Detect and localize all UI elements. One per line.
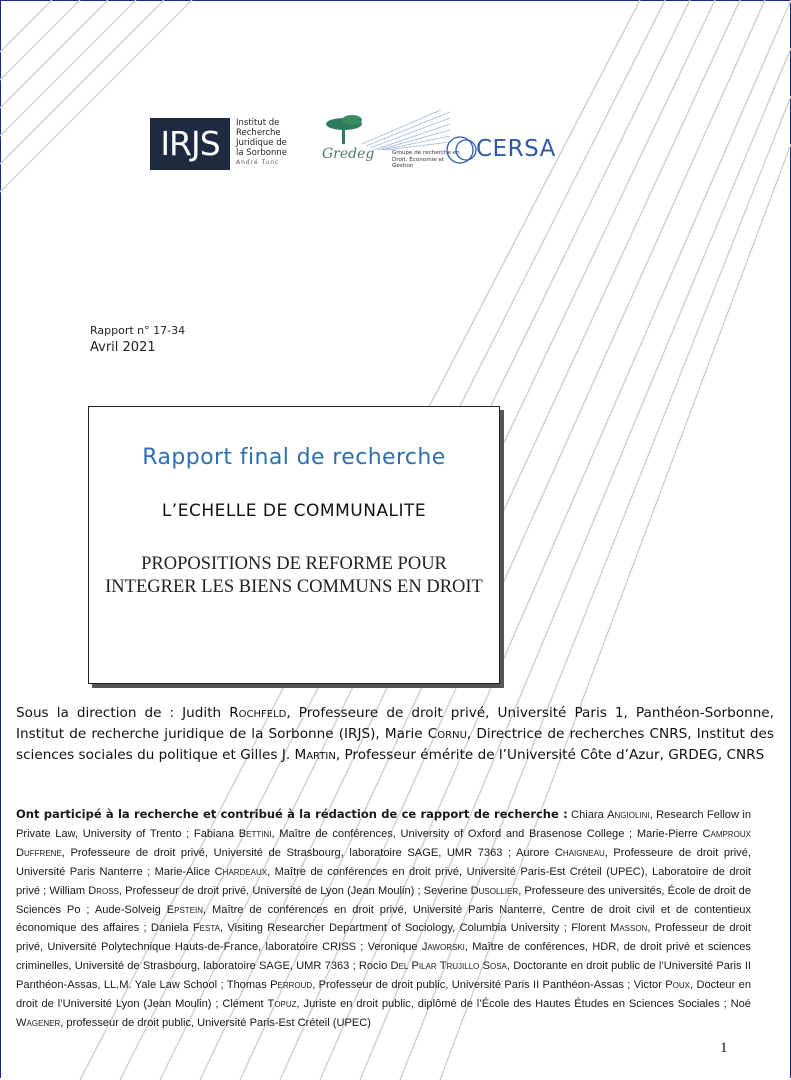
contributor-name: Topuz: [267, 998, 297, 1011]
contrib-text: , Doctorante en droit public de l’Université Paris II Panthéon-Assas, LL.M. Yale Law School ; Thomas: [16, 960, 751, 992]
irjs-logo-text: [236, 118, 306, 168]
contrib-text: , Juriste en droit public, diplômé de l’École des Hautes Études en Sciences Sociales ; Noé: [296, 998, 751, 1011]
direction-text: , Professeure de droit privé, Université Paris 1, Panthéon-Sorbonne, Institut de recherche juridique de la Sorbonne (IRJS), Marie: [16, 705, 774, 742]
contributor-name: Chardeaux: [214, 865, 268, 878]
contributor-name: Dusollier: [470, 884, 519, 897]
contrib-text: , Research Fellow in Private Law, University of Trento ; Fabiana: [16, 809, 751, 840]
contributor-name: Masson: [610, 922, 648, 935]
contrib-text: , Maître de conférences en droit privé, Université Paris-Est Créteil (UPEC), Laboratoire de droit privé ; William: [16, 865, 751, 897]
contributor-name: Festa: [192, 922, 220, 935]
contrib-text: , professeur de droit public, Université Paris-Est Créteil (UPEC): [60, 1016, 371, 1029]
contrib-text: , Maître de conférences en droit privé, Université Paris Nanterre, Centre de droit civil et de contentieux économique des affaires ; Daniela: [16, 903, 751, 935]
contributor-name: Wagener: [16, 1016, 61, 1029]
gredeg-subtitle: Groupe de recherche en Droit, Economie et Gestion: [392, 150, 460, 169]
gredeg-logo: [322, 110, 460, 180]
contributor-name: Angiolini: [607, 809, 650, 821]
contrib-text: , Maître de conférences, University of Oxford and Brasenose College ; Marie-Pierre: [271, 827, 703, 840]
contributor-name: Epstein: [166, 903, 204, 916]
director-name: Cornu: [427, 726, 467, 742]
direction-text: , Directrice de recherches CNRS, Institut des sciences sociales du politique et Gilles J.: [16, 726, 775, 763]
irjs-logo-mark: IRJS: [160, 124, 220, 163]
contrib-text: , Professeur de droit privé, Université Polytechnique Hauts-de-France, laboratoire CRISS ; Veronique: [16, 922, 751, 954]
report-number: Rapport n° 17-34: [90, 324, 186, 337]
contributor-name: Perroud: [270, 979, 313, 992]
contrib-text: , Professeure de droit privé, Université de Strasbourg, laboratoire SAGE, UMR 7363 ; Aurore: [61, 846, 555, 859]
contributor-name: Camproux Duffrene: [16, 827, 751, 859]
tree-icon: [322, 110, 452, 150]
contributor-name: Jaworski: [421, 941, 465, 954]
cersa-name: CERSA: [476, 136, 556, 162]
contrib-text: , Visiting Researcher Department of Sociology, Columbia University ; Florent: [219, 922, 611, 935]
cersa-logo: [444, 130, 584, 170]
contrib-text: , Professeure des universités, École de droit de Sciences Po ; Aude-Solveig: [16, 884, 751, 916]
title-box: [88, 406, 500, 684]
contrib-text: , Maître de conférences, HDR, de droit privé et sciences criminelles, Université de Strasbourg, laboratoire SAGE, UMR 7363 ; Rocio: [16, 941, 751, 973]
contrib-text: Chiara: [567, 809, 608, 821]
irjs-line: Recherche: [236, 128, 281, 138]
contrib-text: , Professeur de droit public, Université Paris II Panthéon-Assas ; Victor: [312, 979, 666, 992]
contrib-text: , Professeur de droit privé, Université de Lyon (Jean Moulin) ; Severine: [118, 884, 471, 897]
contrib-text: , Professeure de droit privé, Université Paris Nanterre ; Marie-Alice: [16, 846, 751, 878]
irjs-small-line: André Tunc: [236, 159, 280, 166]
director-name: Martin: [294, 747, 336, 763]
propositions-title: PROPOSITIONS DE REFORME POUR INTEGRER LES BIENS COMMUNS EN DROIT: [105, 554, 483, 597]
cersa-rings-icon: [444, 132, 480, 168]
direction-paragraph: [16, 703, 774, 766]
contributor-name: Dross: [88, 884, 119, 897]
main-title: Rapport final de recherche: [142, 445, 446, 470]
irjs-line: Juridique de: [236, 138, 287, 148]
direction-text: , Professeur émérite de l’Université Côte d’Azur, GRDEG, CNRS: [335, 747, 765, 763]
contributor-name: Chaigneau: [554, 846, 605, 859]
contributor-name: Del Pilar Trujillo Sosa: [390, 960, 507, 973]
contributor-name: Bettini: [238, 827, 272, 840]
irjs-line: la Sorbonne: [236, 148, 287, 158]
contributors-lead: Ont participé à la recherche et contribué à la rédaction de ce rapport de recherche :: [16, 807, 568, 821]
irjs-line: Institut de: [236, 118, 280, 128]
director-name: Rochfeld: [229, 705, 287, 721]
report-subtitle: L’ECHELLE DE COMMUNALITE: [161, 501, 427, 521]
gredeg-name: Gredeg: [322, 146, 375, 162]
irjs-logo: [150, 118, 230, 170]
partner-logos: [150, 110, 580, 180]
report-date: Avril 2021: [90, 340, 156, 355]
direction-text: Sous la direction de : Judith: [16, 705, 230, 721]
contributors-paragraph: [16, 805, 751, 1033]
contrib-text: , Docteur en droit de l’Université Lyon (Jean Moulin) ; Clément: [16, 979, 751, 1011]
page-number: 1: [720, 1040, 728, 1056]
contributor-name: Poux: [665, 979, 691, 992]
